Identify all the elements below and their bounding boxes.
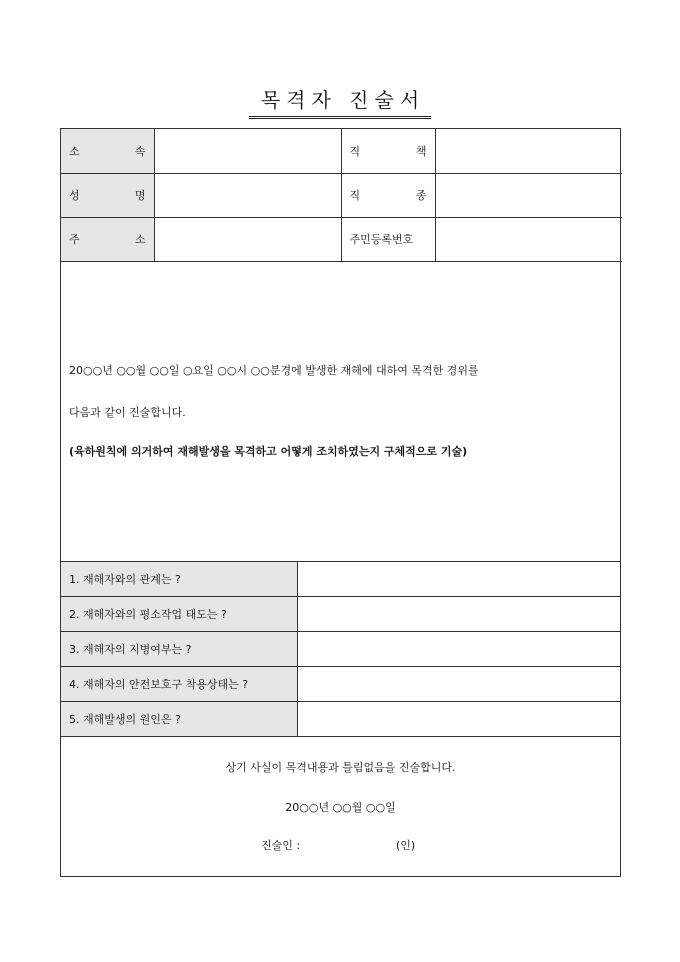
position-label: 직 책 [341,129,435,173]
resident-number-label: 주민등록번호 [341,217,435,261]
position-field[interactable] [435,129,622,173]
resident-number-field[interactable] [435,217,622,261]
question-row [61,702,620,737]
seal-mark: (인) [396,839,416,852]
info-row-name [61,173,622,217]
document-title-wrap [0,84,680,119]
answer-field[interactable] [297,562,620,597]
job-type-label: 직 종 [341,173,435,217]
affiliation-field[interactable] [154,129,341,173]
question-row [61,562,620,597]
statement-line-1: 20○○년 ○○월 ○○일 ○요일 ○○시 ○○분경에 발생한 재해에 대하여 목격한 경위를 [69,363,479,377]
answer-field[interactable] [297,667,620,702]
question-label: 2. 재해자와의 평소작업 태도는 ? [61,597,297,632]
statement-line-2: 다음과 같이 진술합니다. [69,405,186,419]
answer-field[interactable] [297,702,620,737]
questions-table [61,562,620,738]
job-type-field[interactable] [435,173,622,217]
closing-section [61,737,620,875]
closing-statement: 상기 사실이 목격내용과 틀림없음을 진술합니다. [225,761,456,774]
info-row-affiliation [61,129,622,173]
answer-field[interactable] [297,597,620,632]
answer-field[interactable] [297,632,620,667]
address-label: 주 소 [61,217,154,261]
question-row [61,597,620,632]
name-field[interactable] [154,173,341,217]
statement-section[interactable] [61,262,620,562]
question-label: 5. 재해발생의 원인은 ? [61,702,297,737]
closing-date: 20○○년 ○○월 ○○일 [285,801,396,814]
question-row [61,632,620,667]
question-label: 3. 재해자의 지병여부는 ? [61,632,297,667]
address-field[interactable] [154,217,341,261]
question-label: 1. 재해자와의 관계는 ? [61,562,297,597]
document-title: 목격자 진술서 [249,84,431,119]
question-row [61,667,620,702]
statement-instruction: (육하원칙에 의거하여 재해발생을 목격하고 어떻게 조치하였는지 구체적으로 기술) [69,444,468,458]
name-label: 성 명 [61,173,154,217]
info-table [61,129,622,262]
info-row-address [61,217,622,261]
statement-form [60,128,621,877]
signer-label: 진술인 : [261,839,301,852]
affiliation-label: 소 속 [61,129,154,173]
question-label: 4. 재해자의 안전보호구 착용상태는 ? [61,667,297,702]
